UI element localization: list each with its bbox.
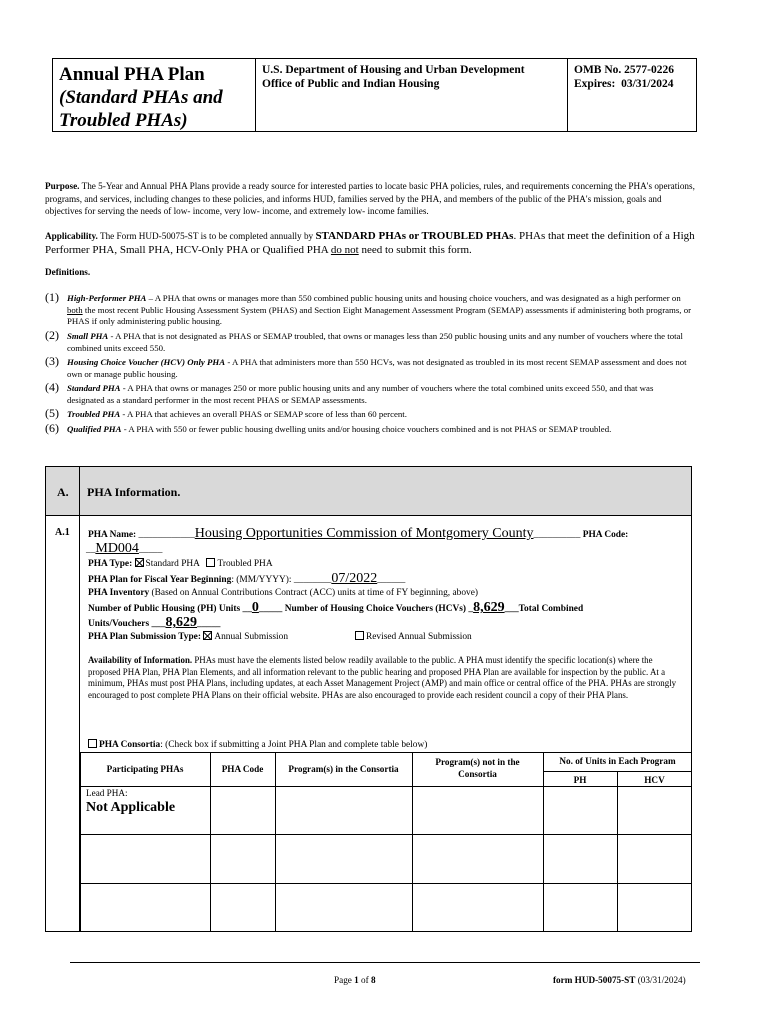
definition-text <box>67 357 692 380</box>
form-title: Annual PHA Plan <box>59 64 205 85</box>
consortia-table <box>80 752 692 932</box>
definition-term: Housing Choice Voucher (HCV) Only PHA <box>67 357 226 367</box>
num-hcv-value[interactable]: 8,629 <box>473 600 505 615</box>
availability-text: PHAs must have the elements listed below readily available to the public. A PHA must identify the specific location(s) where the proposed PHA Plan, PHA Plan Elements, and all information relevant to the public hearing and proposed PHA Plan are available for inspection by the public. At a minimum, PHAs must post PHA Plans, including updates, at each Asset Management Project (AMP) and main office or central office of the PHA. PHAs are strongly encouraged to post complete PHA Plans on their official website. PHAs are also encouraged to provide each resident council a copy of their PHA Plans. <box>88 655 677 700</box>
purpose-text: The 5-Year and Annual PHA Plans provide a ready source for interested parties to locate basic PHA policies, rules, and requirements concerning the PHA's operations, programs, and services, including changes to these policies, and informs HUD, families served by the PHA, and members of the public of the PHA's mission, goals and objectives for serving the needs of low- income, very low- income, and extremely low- income families. <box>45 181 695 216</box>
pha-code-row <box>86 543 162 556</box>
section-a-title: PHA Information. <box>87 485 181 499</box>
definition-term: Qualified PHA <box>67 424 122 434</box>
table-line <box>80 752 81 932</box>
omb-expires: Expires: 03/31/2024 <box>574 78 674 90</box>
pha-code-value[interactable]: MD004 <box>95 541 139 556</box>
inventory-label: PHA Inventory <box>88 588 150 598</box>
page-of: of <box>358 975 371 985</box>
total-units-blank: _____ <box>197 619 221 629</box>
standard-pha-label: Standard PHA <box>145 559 200 569</box>
consortia-checkbox[interactable] <box>88 739 97 748</box>
definition-item <box>45 290 695 329</box>
col-units-each-program: No. of Units in Each Program <box>559 756 676 766</box>
applicability-text-1: The Form HUD-50075-ST is to be completed annually by <box>97 231 316 241</box>
troubled-pha-checkbox[interactable] <box>206 558 215 567</box>
total-combined-label: ___Total Combined <box>504 604 584 614</box>
availability-label: Availability of Information. <box>88 655 193 665</box>
table-line <box>80 786 692 787</box>
pha-code-blank: __ <box>86 545 96 555</box>
lead-pha-value[interactable]: Not Applicable <box>86 800 176 815</box>
definition-number: (5) <box>45 406 59 420</box>
table-line <box>80 752 692 753</box>
definitions-label: Definitions. <box>45 267 91 277</box>
table-line <box>210 752 211 932</box>
form-subtitle-line2: Troubled PHAs) <box>59 110 188 131</box>
applicability-text-2: . PHAs that meet the definition of a High Performer PHA, Small PHA, HCV-Only PHA or Qualified PHA <box>45 230 695 256</box>
pha-type-label: PHA Type: <box>88 559 133 569</box>
applicability-do-not: do not <box>330 244 359 256</box>
plan-fy-blank-post: ______ <box>377 575 406 585</box>
section-a1-label: A.1 <box>55 527 70 538</box>
consortia-label: PHA Consortia <box>99 740 161 750</box>
definition-number: (2) <box>45 328 59 342</box>
definition-body-2: the most recent Public Housing Assessment System (PHAS) and Section Eight Management Assessment Program (SEMAP) assessments if administering both programs, or PHAS if only administering public housing. <box>67 304 692 326</box>
agency-name: U.S. Department of Housing and Urban Development <box>262 64 525 76</box>
definition-item <box>45 328 695 355</box>
pha-code-blank-post: _____ <box>138 545 163 555</box>
table-line <box>275 752 276 932</box>
col-programs-in-consortia: Program(s) in the Consortia <box>288 764 399 774</box>
header-table <box>52 58 697 132</box>
pha-type-row <box>88 558 273 570</box>
definition-body: - A PHA that owns or manages 250 or more public housing units and any number of vouchers where the total combined units exceed 550, and that was designated as a standard performer in the most recent PHAS or SEMAP assessments. <box>67 383 654 405</box>
num-hcv-label: _____ Number of Housing Choice Vouchers (HCVs) _ <box>258 604 474 614</box>
form-id-footer <box>553 975 686 985</box>
form-subtitle-line1: (Standard PHAs and <box>59 87 223 108</box>
submission-type-label: PHA Plan Submission Type: <box>88 632 201 642</box>
page-total: 8 <box>371 975 376 985</box>
definition-item <box>45 354 695 381</box>
applicability-paragraph <box>45 229 695 257</box>
purpose-label: Purpose. <box>45 181 80 191</box>
definition-text <box>67 409 692 421</box>
pha-name-blank-post: __________ <box>533 530 581 540</box>
definition-term: Standard PHA <box>67 383 121 393</box>
plan-fy-row <box>88 573 405 586</box>
pha-name-blank: ____________ <box>136 530 195 540</box>
page-number <box>334 975 376 985</box>
col-programs-not-in-consortia: Program(s) not in the Consortia <box>435 757 520 779</box>
pha-name-row <box>88 528 628 541</box>
header-agency-cell <box>256 59 568 131</box>
definition-number: (1) <box>45 290 59 304</box>
consortia-text: : (Check box if submitting a Joint PHA Plan and complete table below) <box>160 740 428 750</box>
table-line <box>80 883 692 884</box>
num-ph-label: Number of Public Housing (PH) Units __ <box>88 604 252 614</box>
plan-fy-label: PHA Plan for Fiscal Year Beginning <box>88 575 232 585</box>
footer-divider <box>70 962 700 963</box>
total-units-row <box>88 617 220 630</box>
pha-name-value[interactable]: Housing Opportunities Commission of Montgomery County <box>194 526 534 541</box>
definition-item <box>45 421 695 448</box>
plan-fy-value[interactable]: 07/2022 <box>331 571 378 586</box>
definition-item <box>45 380 695 407</box>
applicability-text-3: need to submit this form. <box>358 244 472 256</box>
definition-number: (6) <box>45 421 59 435</box>
pha-code-label: PHA Code: <box>580 530 629 540</box>
units-row <box>88 602 583 615</box>
definition-term: Troubled PHA <box>67 409 121 419</box>
annual-submission-checkbox[interactable] <box>203 631 212 640</box>
revised-submission-row <box>355 631 472 643</box>
plan-fy-format: : (MM/YYYY): ________ <box>231 575 332 585</box>
table-line <box>80 834 692 835</box>
definition-body: - A PHA that achieves an overall PHAS or SEMAP score of less than 60 percent. <box>120 409 407 419</box>
col-participating-phas: Participating PHAs <box>106 764 184 774</box>
annual-submission-label: Annual Submission <box>214 632 289 642</box>
header-title-cell <box>53 59 256 131</box>
revised-submission-label: Revised Annual Submission <box>366 632 472 642</box>
definition-body: - A PHA that administers more than 550 HCVs, was not designated as troubled in its most recent SEMAP assessment and does not own or manage public housing. <box>67 357 687 379</box>
revised-submission-checkbox[interactable] <box>355 631 364 640</box>
form-id-date: (03/31/2024) <box>635 975 686 985</box>
total-units-label: Units/Vouchers ___ <box>88 619 166 629</box>
header-omb-cell <box>568 59 696 131</box>
definition-body: – A PHA that owns or manages more than 550 combined public housing units and housing choice vouchers, and was designated as a high performer on <box>146 293 681 303</box>
purpose-paragraph <box>45 180 695 218</box>
inventory-text: (Based on Annual Contributions Contract (ACC) units at time of FY beginning, above) <box>149 588 478 598</box>
definition-body: - A PHA that is not designated as PHAS or SEMAP troubled, that owns or manages less than 250 public housing units and any number of vouchers where the total combined units exceed 550. <box>67 331 683 353</box>
col-pha-code: PHA Code <box>221 764 264 774</box>
applicability-emphasis: STANDARD PHAs or TROUBLED PHAs <box>315 230 514 242</box>
definition-term: High-Performer PHA <box>67 293 147 303</box>
col-ph: PH <box>573 775 587 785</box>
availability-paragraph <box>88 655 685 701</box>
definition-item <box>45 406 695 421</box>
consortia-row <box>88 739 427 751</box>
section-a-letter: A. <box>57 485 69 499</box>
definition-text <box>67 383 692 406</box>
submission-type-row <box>88 631 288 643</box>
office-name: Office of Public and Indian Housing <box>262 78 440 90</box>
definition-term: Small PHA <box>67 331 109 341</box>
definition-text <box>67 293 692 328</box>
total-units-value[interactable]: 8,629 <box>165 615 198 630</box>
standard-pha-checkbox[interactable] <box>135 558 144 567</box>
inventory-row <box>88 587 478 599</box>
definition-number: (4) <box>45 380 59 394</box>
pha-name-label: PHA Name: <box>88 530 137 540</box>
definition-number: (3) <box>45 354 59 368</box>
definition-text <box>67 331 692 354</box>
definition-both: both <box>67 304 83 315</box>
col-hcv: HCV <box>644 775 665 785</box>
table-line <box>412 752 413 932</box>
page-current: 1 <box>354 975 359 985</box>
troubled-pha-label: Troubled PHA <box>217 559 273 569</box>
num-ph-value[interactable]: 0 <box>251 600 259 615</box>
definition-body: - A PHA with 550 or fewer public housing dwelling units and/or housing choice vouchers combined and is not PHAS or SEMAP troubled. <box>121 424 612 434</box>
definition-text <box>67 424 692 436</box>
applicability-label: Applicability. <box>45 231 98 241</box>
form-id-label: form HUD-50075-ST <box>553 975 636 985</box>
lead-pha-label: Lead PHA: <box>86 788 128 798</box>
table-line <box>617 771 618 932</box>
omb-number: OMB No. 2577-0226 <box>574 64 674 76</box>
page-prefix: Page <box>334 975 355 985</box>
